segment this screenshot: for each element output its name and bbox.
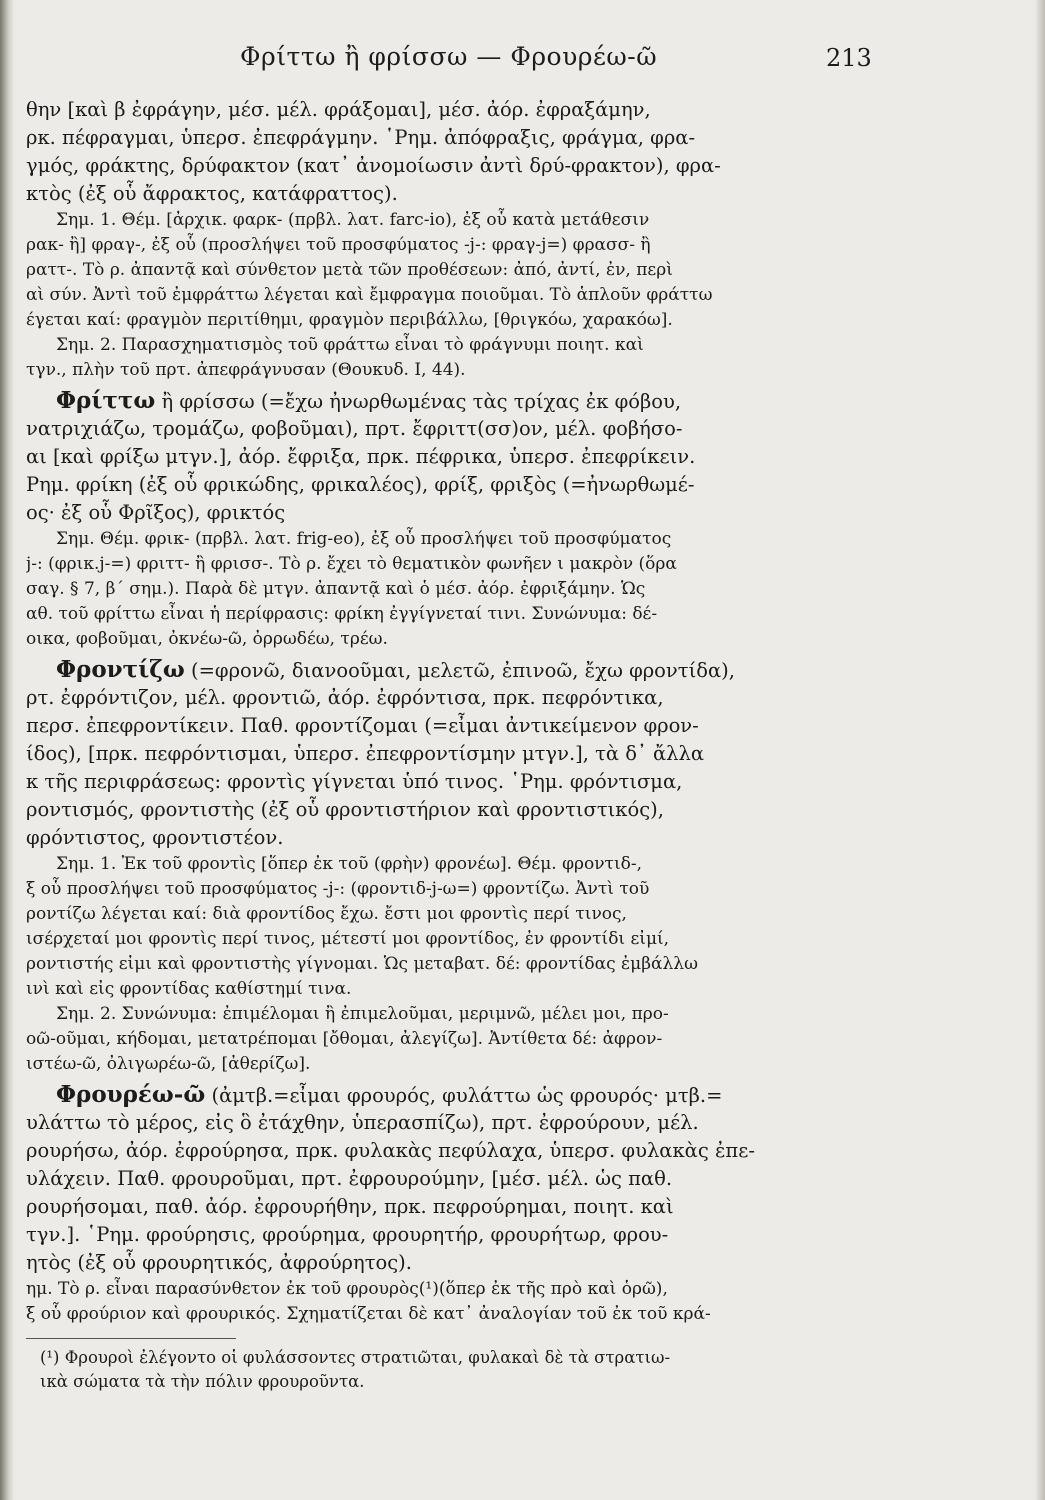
- note-line: ραττ-. Τὸ ρ. ἀπαντᾷ καὶ σύνθετον μετὰ τῶν προθέσεων: ἀπό, ἀντί, ἐν, περὶ: [26, 260, 673, 280]
- page-number: 213: [826, 44, 872, 72]
- binding-shadow: [0, 0, 14, 1500]
- note-line: Σημ. 1. Ἐκ τοῦ φροντὶς [ὅπερ ἐκ τοῦ (φρὴν) φρονέω]. Θέμ. φροντιδ-,: [56, 854, 643, 874]
- body-line: υλάχειν. Παθ. φρουροῦμαι, πρτ. ἐφρουρούμην, [μέσ. μέλ. ὡς παθ.: [26, 1167, 673, 1190]
- body-line: ρουρήσω, ἀόρ. ἐφρούρησα, πρκ. φυλακὰς πεφύλαχα, ὑπερσ. φυλακὰς ἐπε-: [26, 1139, 755, 1162]
- note-line: αθ. τοῦ φρίττω εἶναι ἡ περίφρασις: φρίκη ἐγγίγνεταί τινι. Συνώνυμα: δέ-: [26, 604, 658, 624]
- page-header: [0, 42, 1045, 82]
- body-line: κ τῆς περιφράσεως: φροντὶς γίγνεται ὑπό τινος. ῾Ρημ. φρόντισμα,: [26, 770, 683, 793]
- footnotes: [40, 1346, 920, 1394]
- body-line: υλάττω τὸ μέρος, εἰς ὃ ἐτάχθην, ὑπερασπίζω), πρτ. ἐφρούρουν, μέλ.: [26, 1111, 699, 1134]
- note-line: τγν., πλὴν τοῦ πρτ. ἀπεφράγνυσαν (Θουκυδ. Ι, 44).: [26, 360, 466, 380]
- note-line: ξ οὗ φρούριον καὶ φρουρικός. Σχηματίζεται δὲ κατ᾽ ἀναλογίαν τοῦ ἐκ τοῦ κρά-: [26, 1304, 711, 1324]
- note-line: ισέρχεταί μοι φροντὶς περί τινος, μέτεστί μοι φροντίδος, ἐν φροντίδι εἰμί,: [26, 929, 670, 949]
- note-line: έγεται καί: φραγμὸν περιτίθημι, φραγμὸν περιβάλλω, [θριγκόω, χαρακόω].: [26, 310, 673, 330]
- note-line: ροντίζω λέγεται καί: διὰ φροντίδος ἔχω. ἔστι μοι φροντὶς περί τινος,: [26, 904, 627, 924]
- note-line: ξ οὗ προσλήψει τοῦ προσφύματος -j-: (φροντιδ-j-ω=) φροντίζω. Ἀντὶ τοῦ: [26, 879, 650, 899]
- note-line: Σημ. 1. Θέμ. [ἀρχικ. φαρκ- (πρβλ. λατ. farc-io), ἐξ οὗ κατὰ μετάθεσιν: [56, 210, 650, 230]
- note-line: Σημ. 2. Παρασχηματισμὸς τοῦ φράττω εἶναι τὸ φράγνυμι ποιητ. καὶ: [56, 335, 644, 355]
- body-line: ος· ἐξ οὗ Φρῖξος), φρικτός: [26, 501, 286, 524]
- body-line: ροντισμός, φροντιστὴς (ἐξ οὗ φροντιστήριον καὶ φροντιστικός),: [26, 798, 664, 821]
- entry-headword-line: Φροντίζω (=φρονῶ, διανοοῦμαι, μελετῶ, ἐπινοῶ, ἔχω φροντίδα),: [56, 656, 735, 683]
- body-line: ίδος), [πρκ. πεφρόντισμαι, ὑπερσ. ἐπεφροντίσμην μτγν.], τὰ δ᾽ ἄλλα: [26, 742, 705, 765]
- note-line: j-: (φρικ.j-=) φριττ- ἢ φρισσ-. Τὸ ρ. ἔχει τὸ θεματικὸν φωνῆεν ι μακρὸν (ὅρα: [26, 554, 677, 574]
- entry-headword-line: Φρουρέω-ῶ (ἀμτβ.=εἶμαι φρουρός, φυλάττω ὡς φρουρός· μτβ.=: [56, 1081, 723, 1108]
- note-line: ημ. Τὸ ρ. εἶναι παρασύνθετον ἐκ τοῦ φρουρὸς(¹)(ὅπερ ἐκ τῆς πρὸ καὶ ὁρῶ),: [26, 1279, 668, 1299]
- note-line: Σημ. Θέμ. φρικ- (πρβλ. λατ. frig-eo), ἐξ οὗ προσλήψει τοῦ προσφύματος: [56, 529, 672, 549]
- dictionary-body: [26, 96, 921, 1327]
- note-line: ροντιστής εἰμι καὶ φροντιστὴς γίγνομαι. Ὡς μεταβατ. δέ: φροντίδας ἐμβάλλω: [26, 954, 698, 974]
- body-line: φρόντιστος, φροντιστέον.: [26, 826, 284, 849]
- note-line: σαγ. § 7, β´ σημ.). Παρὰ δὲ μτγν. ἀπαντᾷ καὶ ὁ μέσ. ἀόρ. ἐφριξάμην. Ὡς: [26, 579, 646, 599]
- note-line: ινὶ καὶ εἰς φροντίδας καθίστημί τινα.: [26, 979, 352, 999]
- body-line: ρκ. πέφραγμαι, ὑπερσ. ἐπεφράγμην. ῾Ρημ. ἀπόφραξις, φράγμα, φρα-: [26, 126, 696, 149]
- body-line: αι [καὶ φρίξω μτγν.], ἀόρ. ἔφριξα, πρκ. πέφρικα, ὑπερσ. ἐπεφρίκειν.: [26, 445, 696, 468]
- page-edge: [1035, 0, 1045, 1500]
- body-line: περσ. ἐπεφροντίκειν. Παθ. φροντίζομαι (=εἶμαι ἀντικείμενον φρον-: [26, 714, 699, 737]
- body-line: ητὸς (ἐξ οὗ φρουρητικός, ἀφρούρητος).: [26, 1251, 412, 1274]
- body-line: θην [καὶ β ἐφράγην, μέσ. μέλ. φράξομαι], μέσ. ἀόρ. ἐφραξάμην,: [26, 98, 651, 121]
- note-line: ρακ- ἢ] φραγ-, ἐξ οὗ (προσλήψει τοῦ προσφύματος -j-: φραγ-j=) φρασσ- ἢ: [26, 235, 651, 255]
- note-line: οῶ-οῦμαι, κήδομαι, μετατρέπομαι [ὄθομαι, ἀλεγίζω]. Ἀντίθετα δέ: ἀφρον-: [26, 1029, 663, 1049]
- footnote-line: (¹) Φρουροὶ ἐλέγοντο οἱ φυλάσσοντες στρατιῶται, φυλακαὶ δὲ τὰ στρατιω-: [40, 1348, 671, 1367]
- body-line: νατριχιάζω, τρομάζω, φοβοῦμαι), πρτ. ἔφριττ(σσ)ον, μέλ. φοβήσο-: [26, 417, 683, 440]
- note-line: αὶ σύν. Ἀντὶ τοῦ ἐμφράττω λέγεται καὶ ἔμφραγμα ποιοῦμαι. Τὸ ἁπλοῦν φράττω: [26, 285, 713, 305]
- note-line: Σημ. 2. Συνώνυμα: ἐπιμέλομαι ἢ ἐπιμελοῦμαι, μεριμνῶ, μέλει μοι, προ-: [56, 1004, 669, 1024]
- footnote-divider: [26, 1338, 236, 1339]
- entry-headword-line: Φρίττω ἢ φρίσσω (=ἔχω ἠνωρθωμένας τὰς τρίχας ἐκ φόβου,: [56, 387, 682, 414]
- body-line: τγν.]. ῾Ρημ. φρούρησις, φρούρημα, φρουρητήρ, φρουρήτωρ, φρου-: [26, 1223, 669, 1246]
- body-line: ρτ. ἐφρόντιζον, μέλ. φροντιῶ, ἀόρ. ἐφρόντισα, πρκ. πεφρόντικα,: [26, 686, 664, 709]
- footnote-line: ικὰ σώματα τὰ τὴν πόλιν φρουροῦντα.: [40, 1372, 365, 1391]
- body-line: γμός, φράκτης, δρύφακτον (κατ᾽ ἀνομοίωσιν ἀντὶ δρύ-φρακτον), φρα-: [26, 154, 721, 177]
- body-line: κτὸς (ἐξ οὗ ἄφρακτος, κατάφραττος).: [26, 182, 398, 205]
- note-line: ιστέω-ῶ, ὀλιγωρέω-ῶ, [ἀθερίζω].: [26, 1054, 311, 1074]
- body-line: ρουρήσομαι, παθ. ἀόρ. ἐφρουρήθην, πρκ. πεφρούρημαι, ποιητ. καὶ: [26, 1195, 674, 1218]
- body-line: Ρημ. φρίκη (ἐξ οὗ φρικώδης, φρικαλέος), φρίξ, φριξὸς (=ἠνωρθωμέ-: [26, 473, 695, 496]
- running-head: Φρίττω ἢ φρίσσω — Φρουρέω-ῶ: [240, 42, 658, 71]
- note-line: οικα, φοβοῦμαι, ὀκνέω-ῶ, ὀρρωδέω, τρέω.: [26, 629, 388, 649]
